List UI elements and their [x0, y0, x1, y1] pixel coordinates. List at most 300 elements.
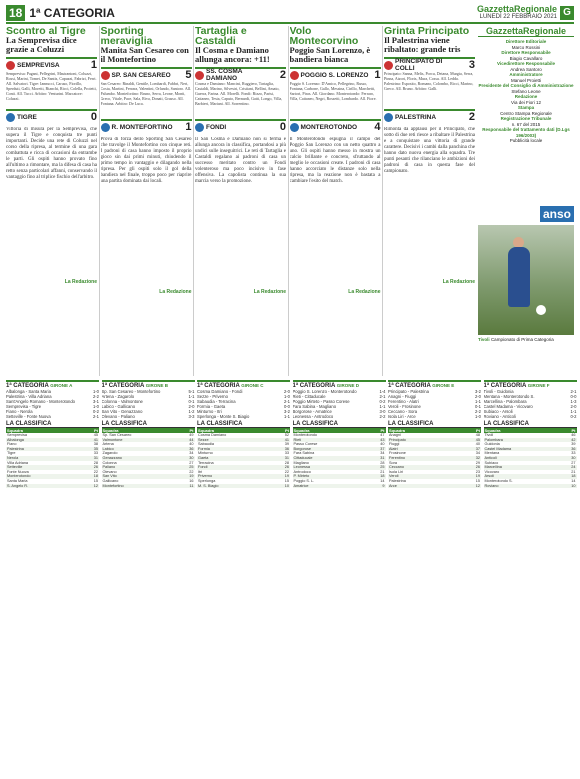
team-name: Antrodoco: [293, 469, 311, 474]
team-points: 24: [571, 465, 576, 470]
masthead-line: Manuel Proietti: [510, 77, 541, 83]
match-away-row: [384, 109, 475, 123]
brand-name: GazzettaRegionale: [476, 4, 557, 14]
caption-label: Tivoli: [478, 337, 490, 342]
masthead-line: Pubblicità locale: [509, 138, 543, 143]
home-score: 1: [90, 59, 97, 71]
team-name: Labico: [102, 446, 114, 451]
team-points: 16: [189, 478, 194, 483]
match-teams: Formia - Gaeta: [197, 404, 226, 409]
match-score: 1-1: [188, 394, 195, 399]
team-name: Sperlonga: [198, 478, 216, 483]
football: [536, 305, 546, 315]
match-score: 0-2: [92, 409, 99, 414]
article-body: Vittoria di misura per la Semprevisa, che supera il Tigre e conquista tre punti importanti. Decide una rete di Coluzzi nel corso della ripresa, al termine di una gara combattuta e ricca di occasioni da entrambe le parti. Gli ospiti hanno provato fino all'ultimo a rimontare, ma la difesa di casa ha retto senza particolari affanni, conservando il vantaggio fino al triplice fischio dell'arbitro.: [6, 127, 97, 180]
team-crest-icon: [290, 123, 299, 132]
masthead-line: Direttore Responsabile: [501, 50, 551, 55]
team-points: 33: [93, 451, 98, 456]
match-teams: Olevano - Paliano: [101, 414, 135, 419]
article-body: Il Monterotondo espugna il campo del Poggio San Lorenzo con un netto quattro a uno. Gli ospiti hanno messo in mostra un calcio brillante e concreto, sfruttando al meglio le occasioni create. I padroni di casa hanno accorciato le distanze solo nella ripresa, ma la reazione non è bastata a cambiare l'esito del match.: [289, 137, 381, 184]
team-crest-icon: [101, 123, 110, 132]
match-score: 3-1: [92, 399, 99, 404]
team-name: Sora: [389, 460, 398, 465]
team-name: Albalonga: [7, 437, 24, 442]
team-name: Fiuggi: [389, 442, 400, 447]
sidebar-title: GazzettaRegionale: [478, 26, 574, 37]
match-score: 2-0: [474, 394, 481, 399]
team-name: Gaeta: [198, 455, 209, 460]
table-header: [388, 380, 481, 389]
table-header: [197, 380, 290, 389]
standings-col-team: Squadra: [198, 428, 215, 433]
match-score: 2-1: [379, 394, 386, 399]
team-name: Itri: [198, 469, 203, 474]
match-teams: Sezze - Priverno: [197, 394, 228, 399]
masthead-line: Redazione: [514, 94, 538, 99]
article-subtitle: Poggio San Lorenzo, è bandiera bianca: [289, 45, 371, 64]
team-name: Isola Liri: [389, 469, 404, 474]
article-body: Prova di forza dello Sporting San Cesareo che travolge il Montefortino con cinque reti. I padroni di casa hanno imposto il proprio gioco sin dai primi minuti, chiudendo il primo tempo in vantaggio e dilagando nella ripresa. Per gli ospiti solo il gol della bandiera nel finale, troppo poco per riaprire una partita dominata dai locali.: [100, 137, 192, 184]
match-teams: Sperlonga - Monte S. Biagio: [197, 414, 250, 419]
team-points: 25: [380, 465, 385, 470]
match-score: 1-4: [379, 389, 386, 394]
team-name: Alatri: [389, 446, 398, 451]
match-score: 1-0: [474, 414, 481, 419]
team-points: 34: [475, 451, 480, 456]
team-name: Castel Madama: [484, 446, 512, 451]
article-body: Il San Cosma e Damiano non si ferma e allunga ancora in classifica, portandosi a più undici sulle inseguitrici. Le reti di Tartaglia e Castaldi regalano ai padroni di casa un successo meritato contro un Fondi volenteroso ma poco incisivo in fase offensiva. La capolista continua la sua marcia verso la promozione.: [195, 137, 286, 184]
article-subtitle: Manita San Cesareo con il Montefortino: [100, 45, 189, 64]
masthead-line: Direttore Editoriale: [505, 39, 547, 44]
team-points: 31: [93, 455, 98, 460]
away-team: FONDI: [206, 123, 227, 131]
girone-label: GIRONE A: [50, 383, 73, 388]
match-teams: Sp. San Cesareo - Montefortino: [101, 389, 161, 394]
match-teams: Ferentino - Alatri: [388, 399, 419, 404]
article: [101, 26, 192, 376]
table-header: [293, 380, 386, 389]
match-teams: Subiaco - Arsoli: [483, 409, 513, 414]
match-score: 0-1: [474, 404, 481, 409]
team-name: Monterotondo: [293, 433, 317, 437]
match-teams: Albalonga - Santa Maria: [6, 389, 51, 394]
match-score: 1-1: [379, 404, 386, 409]
match-home-row: [290, 67, 381, 81]
team-points: 28: [93, 460, 98, 465]
team-name: Guidonia: [484, 442, 500, 447]
standings-col-points: Pt: [380, 428, 385, 433]
team-name: Priverno: [198, 474, 213, 479]
match-score: 2-1: [570, 389, 577, 394]
team-points: 34: [380, 451, 385, 456]
team-crest-icon: [101, 71, 110, 80]
home-lineup: Poggio S. Lorenzo: D'Amico, Pellegrino, Russo, Fontana, Carbone, Gallo, Messina, Cirillo, Marchetti, Sartori, Piras. All. Giordano. Monterotondo: Ferraro, Villa, Cattaneo, Negri, Rossetti, Lombardo. All. Fiore.: [289, 81, 377, 101]
team-points: 36: [284, 446, 289, 451]
masthead-line: Vicedirettore Responsabile: [497, 61, 555, 66]
results-column: [6, 378, 99, 778]
match-score: 0-2: [379, 399, 386, 404]
away-score: 2: [468, 111, 475, 123]
match-home-row: [6, 57, 97, 71]
match-score: 2-1: [92, 414, 99, 419]
team-points: 49: [189, 433, 194, 437]
match-score: 1-1: [570, 409, 577, 414]
team-points: 30: [571, 455, 576, 460]
team-points: 31: [284, 455, 289, 460]
team-points: 26: [475, 465, 480, 470]
team-points: 39: [284, 442, 289, 447]
standings-list: [388, 433, 481, 488]
team-points: 41: [284, 437, 289, 442]
article-title: Grinta Principato: [384, 26, 470, 37]
match-score: 3-3: [188, 414, 195, 419]
team-name: Sezze: [198, 437, 209, 442]
match-score: 2-1: [283, 399, 290, 404]
team-name: Borgorose: [293, 446, 312, 451]
team-name: Zagarolo: [102, 451, 118, 456]
home-score: 1: [374, 69, 381, 81]
result-row: [293, 414, 386, 419]
team-points: 43: [380, 437, 385, 442]
standings-list: [6, 433, 99, 488]
match-teams: Marcellina - Palombara: [483, 399, 527, 404]
team-name: Palestrina: [7, 446, 24, 451]
home-lineup: Cosma e Damiano: Mancini, Ruggiero, Tartaglia, Castaldi, Marino, Silvestri, Cristiani, Bellini, Amato, Guerra, Farina. All. Morelli. Fondi: Rizzo, Parisi, Cattaneo, Testa, Caputo, Bernardi, Gatti, Longo, Villa, Barbieri, Mariani. All. Sorrentino.: [195, 81, 283, 106]
masthead-line: Stampa: [517, 105, 535, 110]
team-points: 10: [571, 483, 576, 488]
match-teams: San Vito - Genazzano: [101, 409, 143, 414]
team-name: Amatrice: [293, 483, 309, 488]
standings-row: [388, 484, 481, 489]
team-points: 33: [571, 451, 576, 456]
match-away-row: [290, 119, 381, 133]
team-name: Tivoli: [484, 433, 494, 437]
match-teams: Semprevisa - Tigre: [6, 404, 42, 409]
result-row: [197, 414, 290, 419]
team-name: Passo Corese: [293, 442, 318, 447]
team-points: 35: [93, 446, 98, 451]
match-teams: Castel Madama - Vicovaro: [483, 404, 533, 409]
standings-title: LA CLASSIFICA: [6, 421, 99, 428]
masthead-line: Andrea Santoro: [510, 66, 542, 72]
result-row: [102, 414, 195, 419]
team-name: Arsoli: [484, 474, 494, 479]
away-score: 1: [185, 121, 192, 133]
standings-list: [293, 433, 386, 488]
category-name: 1ª CATEGORIA: [388, 383, 431, 389]
standings-title: LA CLASSIFICA: [484, 421, 577, 428]
team-points: 21: [380, 469, 385, 474]
team-name: Semprevisa: [7, 433, 28, 437]
away-team: R. MONTEFORTINO: [111, 123, 173, 131]
sidebar: [478, 26, 574, 376]
team-name: Sabaudia: [198, 442, 215, 447]
team-points: 48: [475, 433, 480, 437]
team-points: 34: [189, 451, 194, 456]
team-name: Principato: [389, 437, 406, 442]
standings-col-team: Squadra: [7, 428, 24, 433]
team-name: Marcellina: [484, 465, 502, 470]
team-points: 40: [189, 442, 194, 447]
girone-label: GIRONE D: [336, 383, 359, 388]
home-team: SS. COSMA DAMIANO: [206, 68, 243, 82]
match-home-row: [101, 67, 192, 81]
team-name: Formia: [198, 446, 210, 451]
team-points: 44: [189, 437, 194, 442]
match-teams: Anagni - Fiuggi: [388, 394, 417, 399]
team-points: 18: [380, 474, 385, 479]
team-name: Cittaducale: [293, 455, 313, 460]
match-score: 2-2: [92, 394, 99, 399]
away-team: PALESTRINA: [395, 113, 437, 121]
article-signature: La Redazione: [442, 279, 475, 285]
team-points: 40: [380, 442, 385, 447]
team-points: 32: [475, 455, 480, 460]
team-points: 27: [189, 460, 194, 465]
article-subtitle: La Semprevisa dice grazie a Coluzzi: [6, 35, 77, 54]
match-score: 0-0: [283, 404, 290, 409]
standings-col-points: Pt: [285, 428, 289, 433]
masthead: [478, 39, 574, 201]
team-points: 29: [475, 460, 480, 465]
match-score: 1-0: [283, 394, 290, 399]
standings-row: [102, 484, 195, 489]
team-points: 22: [284, 469, 289, 474]
team-points: 36: [189, 446, 194, 451]
team-points: 15: [284, 478, 289, 483]
result-row: [484, 414, 577, 419]
match-score: 2-2: [379, 414, 386, 419]
match-teams: Labico - Gallicano: [101, 404, 136, 409]
team-name: Leonessa: [293, 465, 310, 470]
match-home-row: [384, 57, 475, 71]
team-points: 41: [93, 437, 98, 442]
match-teams: Poggio Mirteto - Passo Corese: [292, 399, 350, 404]
team-points: 23: [475, 469, 480, 474]
team-name: Montefortino: [102, 483, 124, 488]
match-teams: Veroli - Frosinone: [388, 404, 421, 409]
team-name: Veroli: [389, 474, 399, 479]
sponsor-name: anso: [540, 206, 574, 222]
standings-col-points: Pt: [476, 428, 480, 433]
category-name: 1ª CATEGORIA: [197, 383, 240, 389]
category-name: 1ª CATEGORIA: [292, 383, 336, 389]
team-name: Minturno: [198, 451, 213, 456]
masthead-line: Stefano Leone: [511, 88, 541, 94]
results-column: [293, 378, 386, 778]
team-points: 12: [93, 483, 98, 488]
match-score: 3-2: [283, 409, 290, 414]
standings-title: LA CLASSIFICA: [197, 421, 290, 428]
team-name: Monterotondo S.: [484, 478, 513, 483]
column-divider: [99, 26, 100, 376]
standings-col-points: Pt: [571, 428, 576, 433]
category-name: 1ª CATEGORIA: [101, 383, 145, 389]
match-score: 1-3: [570, 399, 577, 404]
team-crest-icon: [290, 71, 299, 80]
team-crest-icon: [195, 123, 204, 132]
match-score: 1-0: [92, 404, 99, 409]
standings-row: [6, 484, 99, 489]
player-figure: [508, 247, 530, 307]
team-points: 9: [382, 483, 385, 488]
masthead-line: Via dei Fiori 12: [511, 99, 541, 105]
girone-label: GIRONE E: [432, 383, 455, 388]
sponsor-logo: [478, 205, 574, 223]
match-score: 2-2: [474, 409, 481, 414]
team-name: Gallicano: [102, 478, 119, 483]
team-points: 19: [189, 474, 194, 479]
team-name: Anticoli: [484, 455, 497, 460]
team-name: Ceccano: [389, 465, 404, 470]
result-row: [6, 414, 99, 419]
match-teams: Ceccano - Sora: [388, 409, 418, 414]
team-name: Palestrina: [389, 478, 406, 483]
section-title: 1ª CATEGORIA: [29, 6, 115, 20]
match-teams: Borgorose - Amatrice: [292, 409, 332, 414]
team-name: S. Angelo R.: [7, 483, 29, 488]
match-teams: Isola Liri - Arce: [388, 414, 416, 419]
standings-col-points: Pt: [189, 428, 194, 433]
team-points: 37: [475, 446, 480, 451]
standings-row: [293, 484, 386, 489]
team-points: 45: [93, 433, 98, 437]
standings-list: [197, 433, 290, 488]
team-points: 19: [284, 474, 289, 479]
results-column: [197, 378, 290, 778]
team-crest-icon: [6, 113, 15, 122]
team-name: Olevano: [102, 469, 117, 474]
brand-logo: G: [560, 6, 574, 20]
article-signature: La Redazione: [64, 279, 97, 285]
team-name: Paliano: [102, 465, 116, 470]
team-name: Mentana: [484, 451, 500, 456]
photo-caption: [478, 337, 574, 342]
match-teams: Cosma Damiano - Fondi: [197, 389, 243, 394]
home-team: PRINCIPATO DI COLLI: [395, 58, 443, 72]
team-points: 14: [571, 478, 576, 483]
home-score: 5: [185, 69, 192, 81]
team-name: Anagni: [389, 433, 401, 437]
article-body: Rimonta da applausi per il Principato, che sotto di due reti riesce a ribaltare il Palestrina e a conquistare una vittoria di grande carattere. Decisivi i cambi dalla panchina che hanno dato nuova energia alla squadra. Tre punti pesanti che rilanciano le ambizioni dei padroni di casa in questa fase del campionato.: [384, 127, 475, 174]
girone-label: GIRONE F: [527, 383, 550, 388]
team-name: Arce: [389, 483, 397, 488]
standings-title: LA CLASSIFICA: [102, 421, 195, 428]
match-away-row: [101, 119, 192, 133]
team-name: Fonte Nuova: [7, 469, 29, 474]
result-row: [388, 414, 481, 419]
article-signature: La Redazione: [253, 289, 286, 295]
match-teams: Principato - Palestrina: [388, 389, 429, 394]
away-team: TIGRE: [17, 113, 37, 121]
home-lineup: Semprevisa: Pagani, Pellegrini, Mastrantoni, Coluzzi, Rossi, Marini, Tomei, De Santis, Capuzzi, Fabrizi, Ferri. All. Salvatori. Tigre: Iannucci, Caruso, Fiorillo, Sperduti, Galli, Moretti, Bianchi, Ricci, Colella, Proietti, Conti. All. Tucci. Arbitro: Venturini. Marcatore: Coluzzi.: [6, 71, 97, 101]
team-points: 22: [189, 469, 194, 474]
home-lineup: San Cesareo: Rinaldi, Gentile, Lombardi, Fabbri, Neri, Costa, Martini, Ferrara, Valentini, Orlando, Santoro. All. Palumbo. Montefortino: Bruno, Serra, Leone, Monti, Greco, Vitale, Pace, Sala, Riva, Donati, Grasso. All. Fontana. Arbitro: De Luca.: [100, 81, 191, 106]
match-score: 1-1: [474, 399, 481, 404]
team-name: Ferentino: [389, 455, 406, 460]
standings-title: LA CLASSIFICA: [293, 421, 386, 428]
article-title: Scontro al Tigre: [6, 26, 86, 37]
column-divider: [382, 26, 383, 376]
team-name: Poggio S. L.: [293, 478, 315, 483]
match-score: 2-0: [283, 389, 290, 394]
team-points: 42: [571, 437, 576, 442]
team-points: 15: [93, 478, 98, 483]
standings-col-team: Squadra: [293, 428, 310, 433]
team-name: Fiano: [7, 442, 17, 447]
match-teams: Fiano - Nerola: [6, 409, 33, 414]
team-crest-icon: [384, 113, 393, 122]
standings-row: [197, 484, 290, 489]
article-title: Sporting meraviglia: [100, 26, 153, 47]
away-score: 0: [279, 121, 286, 133]
team-points: 40: [475, 442, 480, 447]
article: [6, 26, 97, 376]
match-teams: Sabaudia - Terracina: [197, 399, 236, 404]
team-name: Santa Maria: [7, 478, 28, 483]
team-points: 19: [475, 474, 480, 479]
category-name: 1ª CATEGORIA: [483, 383, 527, 389]
results-column: [388, 378, 481, 778]
team-points: 21: [571, 469, 576, 474]
team-name: Nerola: [7, 455, 19, 460]
girone-label: GIRONE B: [145, 383, 168, 388]
away-score: 4: [374, 121, 381, 133]
team-name: Fondi: [198, 465, 208, 470]
team-points: 31: [380, 455, 385, 460]
match-score: 1-0: [92, 389, 99, 394]
results-column: [102, 378, 195, 778]
masthead-line: Biagio Cavallaro: [509, 55, 543, 61]
team-points: 28: [284, 460, 289, 465]
home-team: SP. SAN CESAREO: [111, 71, 171, 79]
home-team: POGGIO S. LORENZO: [300, 71, 369, 79]
article-title: Volo Montecorvino: [289, 26, 359, 47]
team-points: 39: [571, 442, 576, 447]
team-points: 27: [571, 460, 576, 465]
home-lineup: Principato: Sanna, Melis, Porcu, Deiana, Murgia, Serra, Pinna, Atzori, Floris, Mura, Cossu. All. Ledda. Palestrina: Esposito, Romano, Colombo, Ricci, Marino, Greco. All. Bruno. Arbitro: Galli.: [384, 71, 474, 91]
results-column: [484, 378, 577, 778]
team-name: Vicovaro: [484, 469, 500, 474]
match-teams: Artena - Zagarolo: [101, 394, 135, 399]
match-score: 3-0: [379, 409, 386, 414]
match-score: 0-0: [570, 394, 577, 399]
team-name: Fara Sabina: [293, 451, 315, 456]
match-teams: Roviano - Anticoli: [483, 414, 516, 419]
caption-text: Campionato di Prima Categoria: [490, 337, 554, 342]
match-teams: Tivoli - Guidonia: [483, 389, 514, 394]
team-points: 36: [571, 446, 576, 451]
article-title: Tartaglia e Castaldi: [195, 26, 247, 47]
article-subtitle: Il Palestrina viene ribaltato: grande tris: [384, 35, 461, 54]
match-teams: Fara Sabina - Magliano: [292, 404, 337, 409]
standings-list: [102, 433, 195, 488]
team-points: 45: [475, 437, 480, 442]
team-name: Valmontone: [102, 437, 123, 442]
team-points: 22: [93, 469, 98, 474]
team-name: Monterotondo: [7, 474, 31, 479]
away-team: MONTEROTONDO: [300, 123, 358, 131]
article-signature: La Redazione: [348, 289, 381, 295]
article: [290, 26, 381, 376]
table-header: [102, 380, 195, 389]
standings-title: LA CLASSIFICA: [388, 421, 481, 428]
brand-block: [477, 5, 557, 21]
team-name: Roviano: [484, 483, 499, 488]
standings-col-team: Squadra: [484, 428, 501, 433]
masthead-line: Marco Rossini: [511, 44, 541, 50]
team-points: 47: [380, 433, 385, 437]
